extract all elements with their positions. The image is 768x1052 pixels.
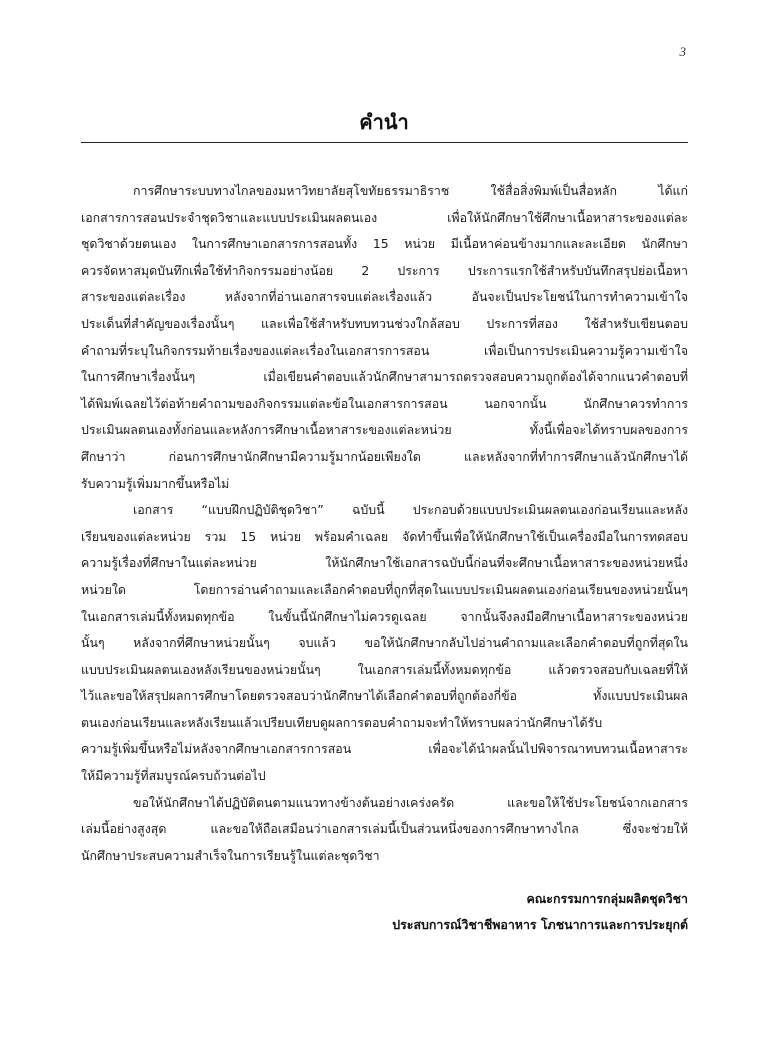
page-number: 3: [679, 44, 686, 59]
paragraph-line: สาระของแต่ละเรื่อง หลังจากที่อ่านเอกสารจบแต่ละเรื่องแล้ว อันจะเป็นประโยชน์ในการทำความเข้าใจ: [81, 289, 688, 305]
paragraph-line: เรียนของแต่ละหน่วย รวม 15 หน่วย พร้อมคำเฉลย จัดทำขึ้นเพื่อให้นักศึกษาใช้เป็นเครื่องมือในการทดสอบ: [81, 528, 688, 544]
paragraph-line: ไว้และขอให้สรุปผลการศึกษาโดยตรวจสอบว่านักศึกษาได้เลือกคำตอบที่ถูกต้องกี่ข้อ ทั้งแบบประเมินผล: [81, 688, 688, 704]
paragraph-line: ตนเองก่อนเรียนและหลังเรียนแล้วเปรียบเทียบดูผลการตอบคำถามจะทำให้ทราบผลว่านักศึกษาได้รับ: [81, 714, 603, 730]
paragraph-line: ศึกษาว่า ก่อนการศึกษานักศึกษามีความรู้มากน้อยเพียงใด และหลังจากที่ทำการศึกษาแล้วนักศึกษาได้: [81, 448, 688, 464]
page-title: คำนำ: [359, 110, 409, 134]
paragraph-line: เล่มนี้อย่างสูงสุด และขอให้ถือเสมือนว่าเอกสารเล่มนี้เป็นส่วนหนึ่งของการศึกษาทางไกล ซึ่งจะช่วยให้: [81, 821, 688, 837]
paragraph-line: ขอให้นักศึกษาได้ปฏิบัติตนตามแนวทางข้างต้นอย่างเคร่งครัด และขอให้ใช้ประโยชน์จากเอกสาร: [133, 794, 688, 810]
paragraph: [81, 790, 688, 870]
paragraph-line: รับความรู้เพิ่มมากขึ้นหรือไม่: [81, 475, 230, 491]
paragraph-line: นักศึกษาประสบความสำเร็จในการเรียนรู้ในแต่ละชุดวิชา: [81, 847, 380, 863]
paragraph-line: นั้นๆ หลังจากที่ศึกษาหน่วยนั้นๆ จบแล้ว ขอให้นักศึกษากลับไปอ่านคำถามและเลือกคำตอบที่ถูกที่สุดใน: [81, 635, 688, 651]
paragraph-line: ได้พิมพ์เฉลยไว้ต่อท้ายคำถามของกิจกรรมแต่ละข้อในเอกสารการสอน นอกจากนั้น นักศึกษาควรทำการ: [81, 395, 688, 411]
paragraph-line: แบบประเมินผลตนเองหลังเรียนของหน่วยนั้นๆ ในเอกสารเล่มนี้ทั้งหมดทุกข้อ แล้วตรวจสอบกับเฉลยที่ให้: [81, 661, 688, 677]
body-text: [81, 178, 688, 869]
paragraph-line: ให้มีความรู้ที่สมบูรณ์ครบถ้วนต่อไป: [81, 768, 266, 784]
paragraph-line: ประเด็นที่สำคัญของเรื่องนั้นๆ และเพื่อใช้สำหรับทบทวนช่วงใกล้สอบ ประการที่สอง ใช้สำหรับเขียนตอบ: [81, 315, 688, 331]
paragraph-line: ความรู้เพิ่มขึ้นหรือไม่หลังจากศึกษาเอกสารการสอน เพื่อจะได้นำผลนั้นไปพิจารณาทบทวนเนื้อหาสาระ: [81, 741, 688, 757]
paragraph-line: การศึกษาระบบทางไกลของมหาวิทยาลัยสุโขทัยธรรมาธิราช ใช้สื่อสิ่งพิมพ์เป็นสื่อหลัก ได้แก่: [133, 183, 688, 198]
paragraph-line: ความรู้เรื่องที่ศึกษาในแต่ละหน่วย ให้นักศึกษาใช้เอกสารฉบับนี้ก่อนที่จะศึกษาเนื้อหาสาระของหน่วยหนึ่ง: [81, 555, 688, 571]
paragraph-line: เอกสาร “แบบฝึกปฏิบัติชุดวิชา” ฉบับนี้ ประกอบด้วยแบบประเมินผลตนเองก่อนเรียนและหลัง: [133, 502, 688, 518]
paragraph: [81, 497, 688, 790]
paragraph-line: ควรจัดหาสมุดบันทึกเพื่อใช้ทำกิจกรรมอย่างน้อย 2 ประการ ประการแรกใช้สำหรับบันทึกสรุปย่อเนื้อหา: [81, 262, 688, 278]
paragraph-line: หน่วยใด โดยการอ่านคำถามและเลือกคำตอบที่ถูกที่สุดในแบบประเมินผลตนเองก่อนเรียนของหน่วยนั้นๆ: [81, 581, 688, 597]
paragraph-line: ประเมินผลตนเองทั้งก่อนและหลังการศึกษาเนื้อหาสาระของแต่ละหน่วย ทั้งนี้เพื่อจะได้ทราบผลของการ: [81, 422, 688, 438]
paragraph-line: ในการศึกษาเรื่องนั้นๆ เมื่อเขียนคำตอบแล้วนักศึกษาสามารถตรวจสอบความถูกต้องได้จากแนวคำตอบที่: [81, 369, 688, 385]
signature-course: ประสบการณ์วิชาชีพอาหาร โภชนาการและการประยุกต์: [392, 917, 688, 932]
paragraph-line: เอกสารการสอนประจำชุดวิชาและแบบประเมินผลตนเอง เพื่อให้นักศึกษาใช้ศึกษาเนื้อหาสาระของแต่ละ: [81, 209, 688, 225]
title-divider: [81, 142, 688, 143]
paragraph: [81, 178, 688, 497]
paragraph-line: ในเอกสารเล่มนี้ทั้งหมดทุกข้อ ในขั้นนี้นักศึกษาไม่ควรดูเฉลย จากนั้นจึงลงมือศึกษาเนื้อหาสาระของหน่วย: [81, 608, 688, 624]
signature-committee: คณะกรรมการกลุ่มผลิตชุดวิชา: [526, 891, 688, 906]
paragraph-line: ชุดวิชาด้วยตนเอง ในการศึกษาเอกสารการสอนทั้ง 15 หน่วย มีเนื้อหาค่อนข้างมากและละเอียด นักศึกษา: [81, 236, 688, 252]
paragraph-line: คำถามที่ระบุในกิจกรรมท้ายเรื่องของแต่ละเรื่องในเอกสารการสอน เพื่อเป็นการประเมินความรู้ความเข้าใจ: [81, 342, 688, 358]
